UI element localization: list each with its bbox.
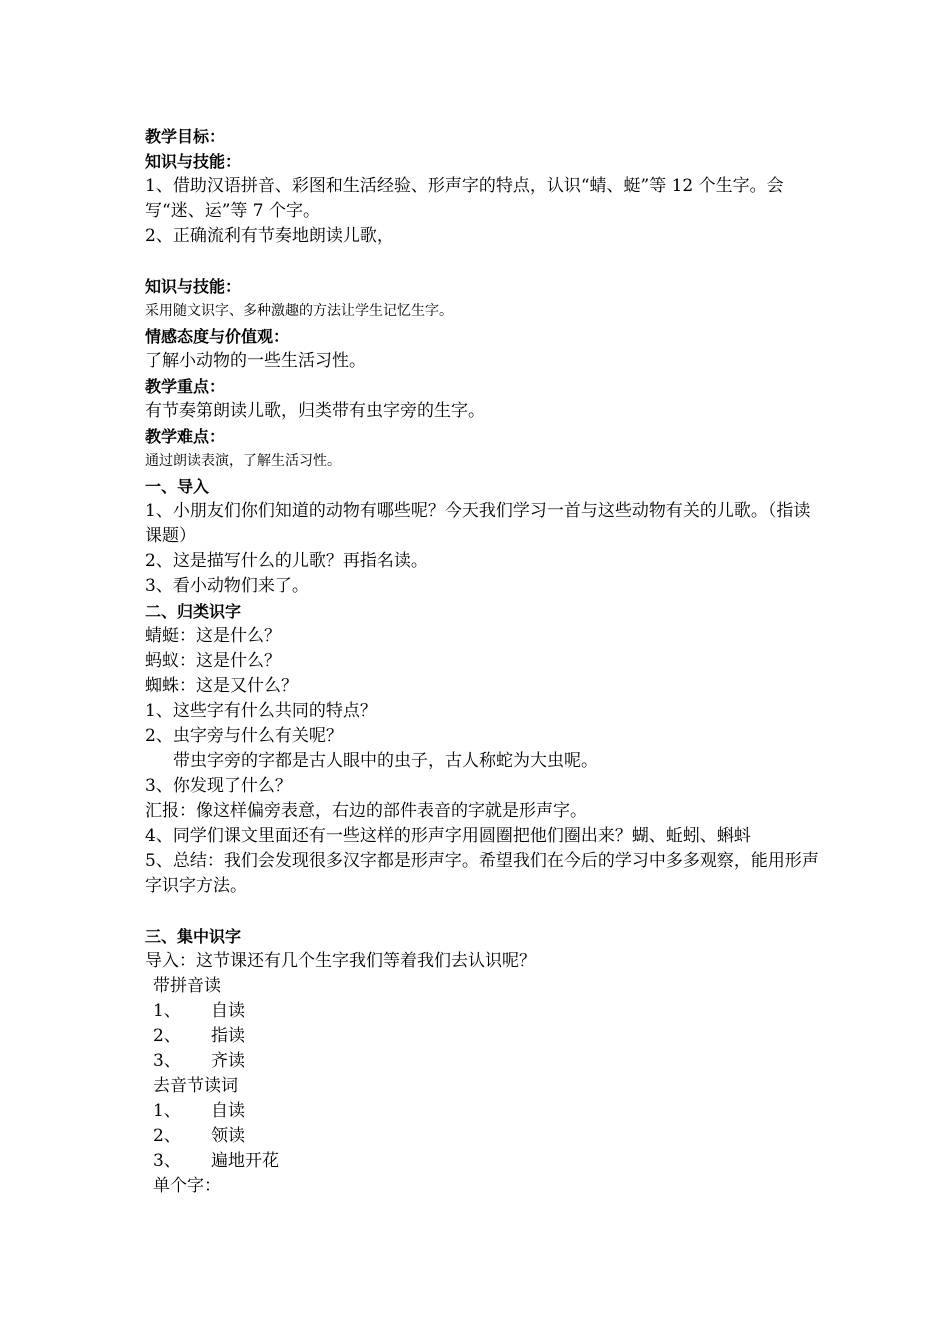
pinyin-step [145, 999, 825, 1024]
words-step [145, 1149, 825, 1174]
difficulty-heading: 教学难点： [145, 427, 226, 446]
step-number: 3、 [153, 1151, 181, 1171]
emotion-text: 了解小动物的一些生活习性。 [145, 351, 366, 371]
pinyin-reading-title: 带拼音读 [153, 976, 221, 996]
step-text: 指读 [211, 1026, 245, 1046]
spacer [145, 249, 825, 274]
intro-item-2: 2、这是描写什么的儿歌？再指名读。 [145, 551, 428, 571]
key-point-text: 有节奏第朗读儿歌，归类带有虫字旁的生字。 [145, 401, 485, 421]
step-number: 2、 [153, 1026, 181, 1046]
section-focus-heading: 三、集中识字 [145, 927, 242, 946]
step-number: 3、 [153, 1051, 181, 1071]
classify-item-2-note: 带虫字旁的字都是古人眼中的虫子，古人称蛇为大虫呢。 [173, 751, 598, 771]
words-step [145, 1099, 825, 1124]
classify-item-3: 3、你发现了什么？ [145, 776, 292, 796]
pinyin-step [145, 1049, 825, 1074]
objective-item-1: 1、借助汉语拼音、彩图和生活经验、形声字的特点，认识“蜻、蜓”等 12 个生字。会写“迷、运”等 7 个字。 [145, 176, 784, 221]
focus-intro: 导入：这节课还有几个生字我们等着我们去认识呢？ [145, 951, 536, 971]
question-dragonfly: 蜻蜓：这是什么？ [145, 626, 281, 646]
step-number: 1、 [153, 1001, 181, 1021]
difficulty-text: 通过朗读表演，了解生活习性。 [145, 453, 341, 469]
single-character-title: 单个字： [153, 1176, 221, 1196]
intro-item-3: 3、看小动物们来了。 [145, 576, 309, 596]
step-text: 领读 [211, 1126, 245, 1146]
step-text: 遍地开花 [211, 1151, 279, 1171]
words-reading-title: 去音节读词 [153, 1076, 238, 1096]
knowledge-skills-heading-2: 知识与技能： [145, 277, 242, 296]
pinyin-step [145, 1024, 825, 1049]
classify-item-2: 2、虫字旁与什么有关呢？ [145, 726, 343, 746]
question-spider: 蜘蛛：这是又什么？ [145, 676, 298, 696]
classify-item-4: 4、同学们课文里面还有一些这样的形声字用圆圈把他们圈出来？蝴、蚯蚓、蝌蚪 [145, 826, 751, 846]
section-classify-heading: 二、归类识字 [145, 602, 242, 621]
spacer [145, 899, 825, 924]
key-point-heading: 教学重点： [145, 377, 226, 396]
section-intro-heading: 一、导入 [145, 477, 210, 496]
words-step [145, 1124, 825, 1149]
step-text: 齐读 [211, 1051, 245, 1071]
step-text: 自读 [211, 1001, 245, 1021]
step-number: 1、 [153, 1101, 181, 1121]
method-text: 采用随文识字、多种激趣的方法让学生记忆生字。 [145, 303, 453, 319]
step-number: 2、 [153, 1126, 181, 1146]
objective-item-2: 2、正确流利有节奏地朗读儿歌， [145, 226, 394, 246]
emotion-heading: 情感态度与价值观： [145, 327, 290, 346]
knowledge-skills-heading: 知识与技能： [145, 152, 242, 171]
classify-item-1: 1、这些字有什么共同的特点？ [145, 701, 377, 721]
question-ant: 蚂蚁：这是什么？ [145, 651, 281, 671]
objectives-heading: 教学目标： [145, 127, 226, 146]
intro-item-1: 1、小朋友们你们知道的动物有哪些呢？今天我们学习一首与这些动物有关的儿歌。（指读课题） [145, 501, 811, 546]
step-text: 自读 [211, 1101, 245, 1121]
report-text: 汇报：像这样偏旁表意，右边的部件表音的字就是形声字。 [145, 801, 587, 821]
document-page [145, 124, 825, 1199]
classify-item-5: 5、总结：我们会发现很多汉字都是形声字。希望我们在今后的学习中多多观察，能用形声字识字方法。 [145, 851, 819, 896]
